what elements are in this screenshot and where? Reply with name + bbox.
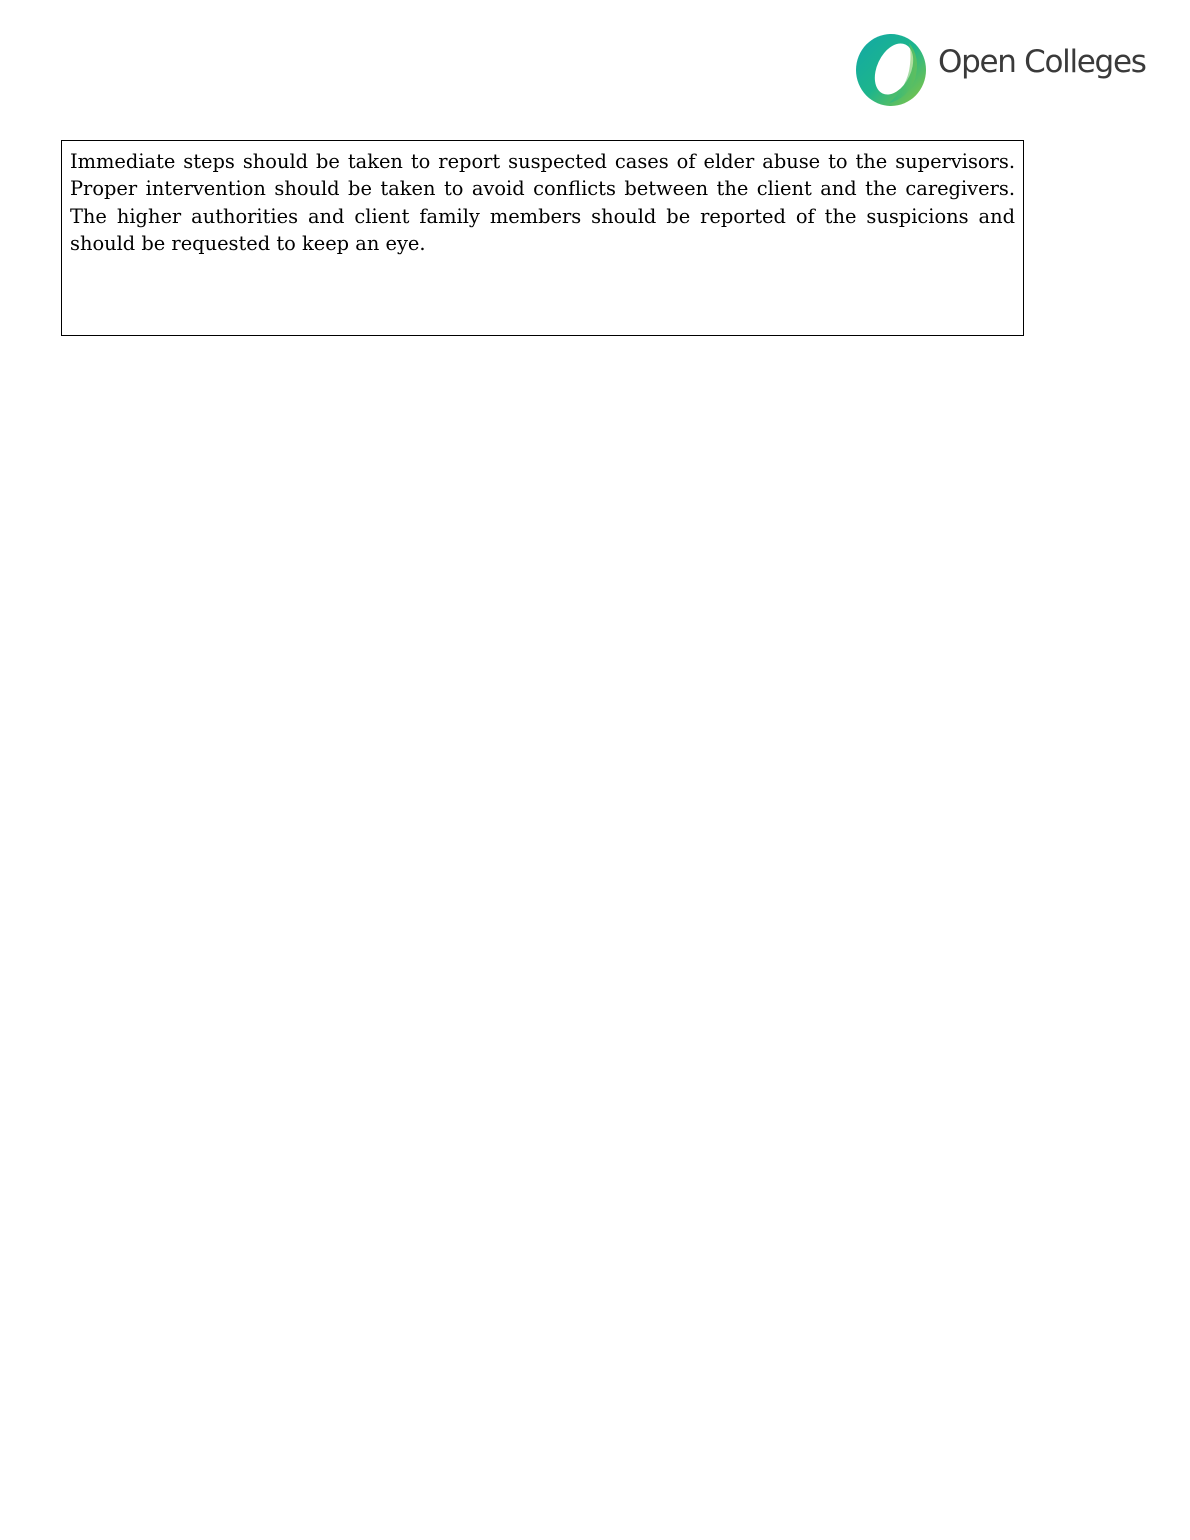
open-colleges-logo bbox=[855, 33, 1146, 107]
logo-wordmark: Open Colleges bbox=[938, 44, 1146, 80]
answer-text: Immediate steps should be taken to report suspected cases of elder abuse to the supervisors. Proper intervention should be taken to avoid conflicts between the client and the caregivers. The higher authorities and client family members should be reported of the suspicions and should be requested to keep an eye. bbox=[70, 150, 1015, 255]
answer-box bbox=[61, 140, 1024, 336]
ring-logo-icon bbox=[855, 33, 931, 107]
